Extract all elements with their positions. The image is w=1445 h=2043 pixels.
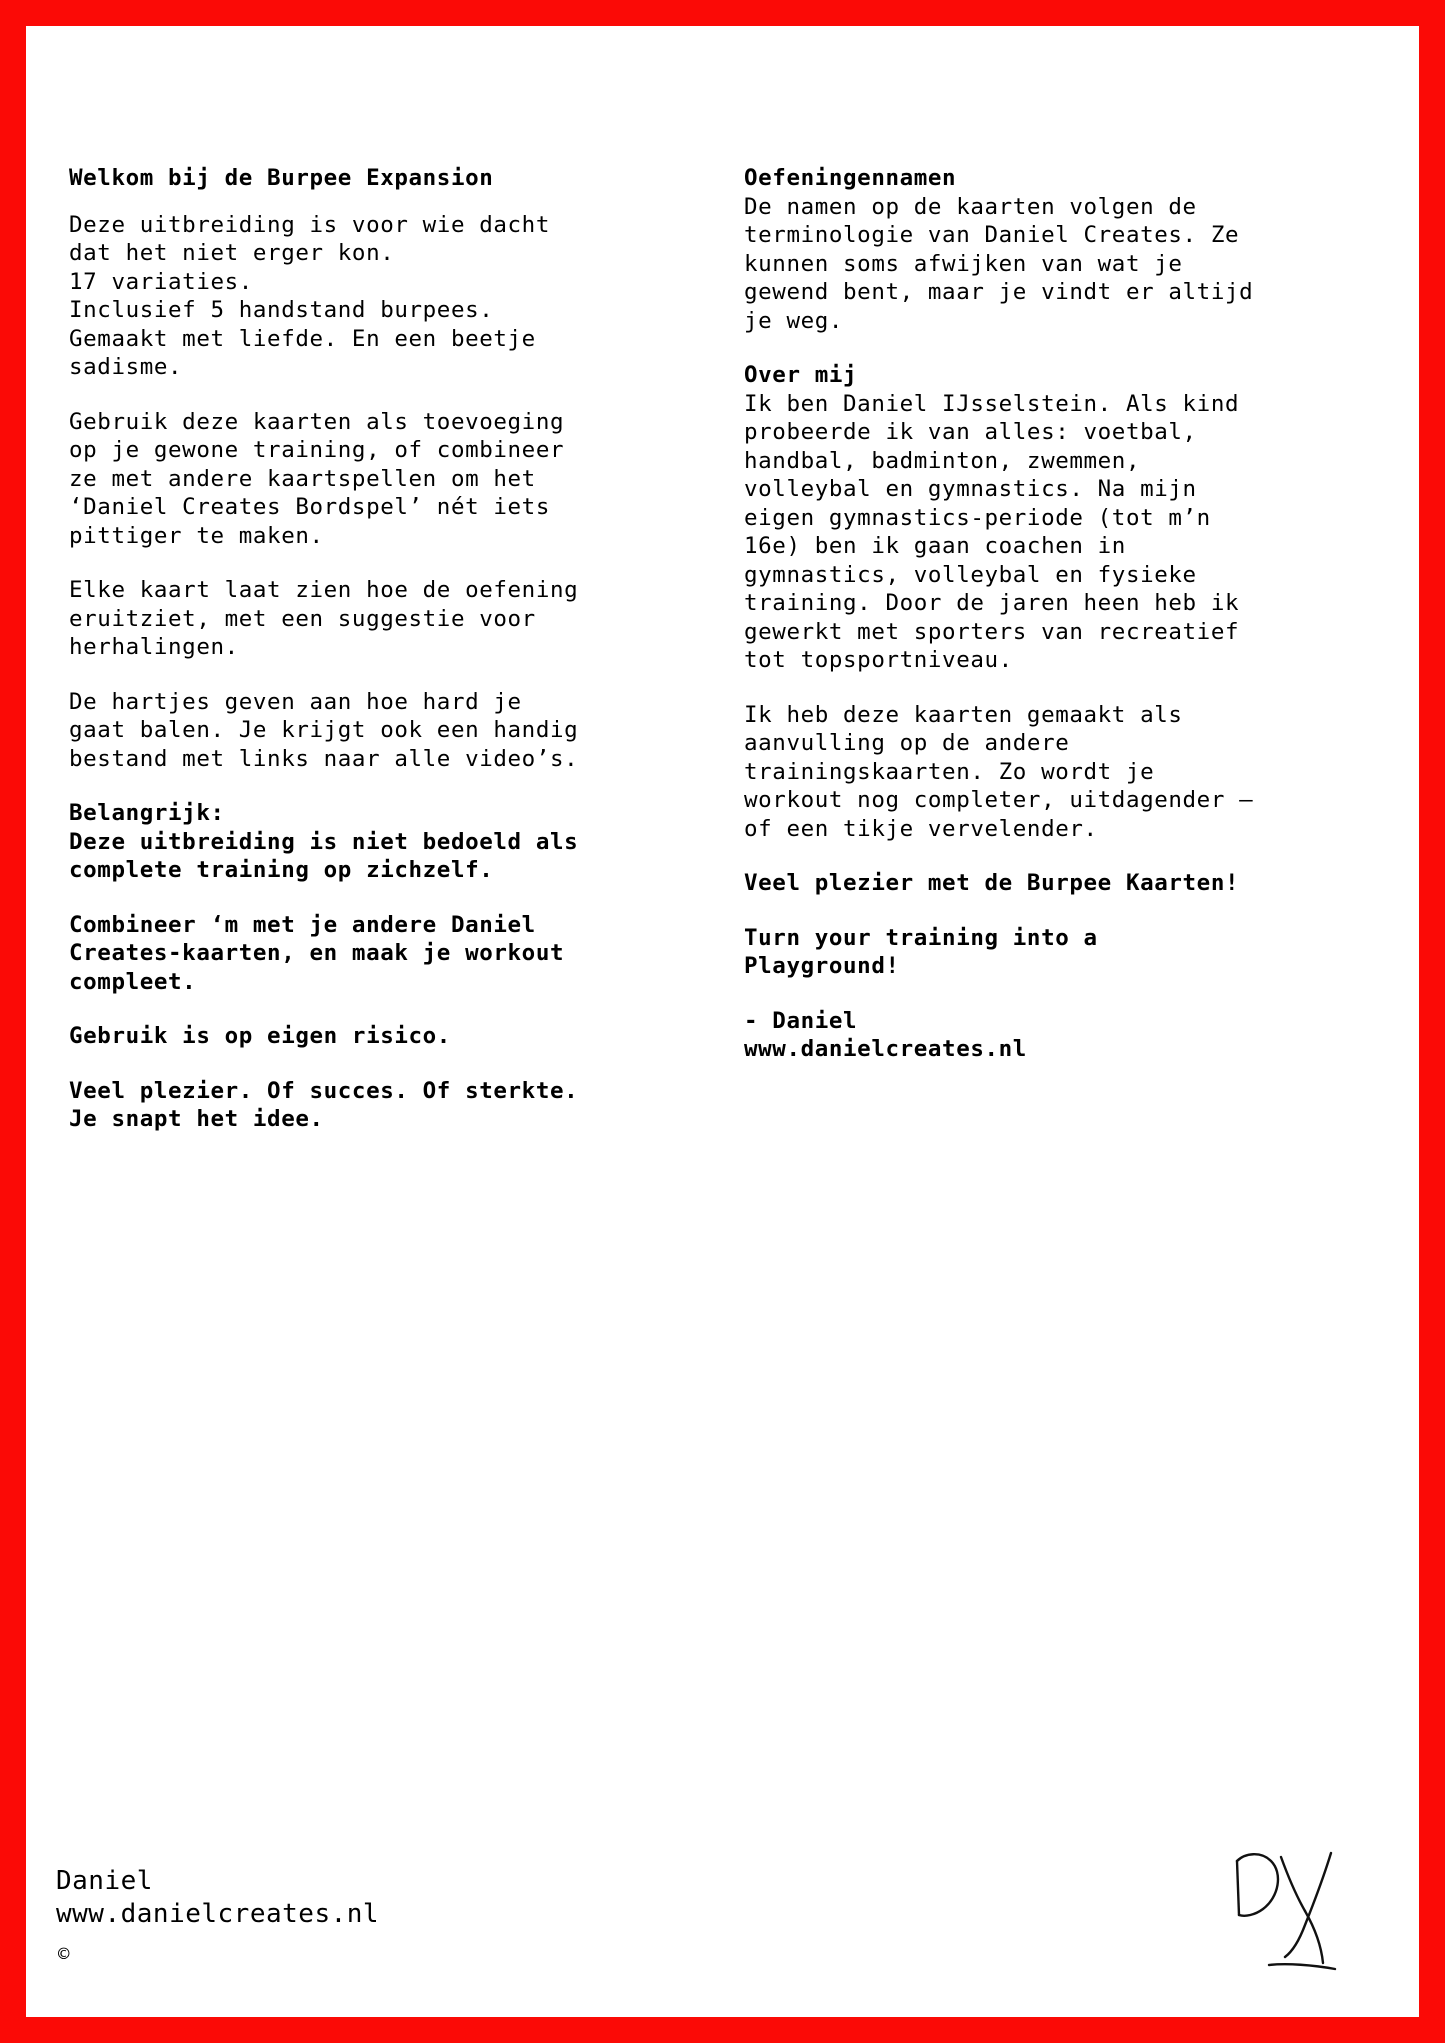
about-line: handbal, badminton, zwemmen, <box>744 447 1141 474</box>
card-explanation-line: herhalingen. <box>69 634 239 660</box>
important-heading: Belangrijk: <box>69 800 225 826</box>
welcome-line: sadisme. <box>69 354 183 380</box>
usage-line: Gebruik deze kaarten als toevoeging <box>69 408 565 435</box>
exercise-names-block <box>744 164 1384 335</box>
important-line: Deze uitbreiding is niet bedoeld als <box>69 828 579 855</box>
about-line: tot topsportniveau. <box>744 647 1013 673</box>
usage-line: op je gewone training, of combineer <box>69 437 565 463</box>
copyright-symbol: © <box>58 1943 70 1965</box>
about-line: 16e) ben ik gaan coachen in <box>744 533 1126 559</box>
playground-line: Turn your training into a <box>744 924 1098 951</box>
exercise-names-line: gewend bent, maar je vindt er altijd <box>744 279 1254 305</box>
card-explanation-block <box>69 576 709 662</box>
closing-line: Veel plezier. Of succes. Of sterkte. <box>69 1077 579 1104</box>
exercise-names-line: kunnen soms afwijken van wat je <box>744 250 1183 277</box>
usage-line: pittiger te maken. <box>69 522 324 549</box>
hearts-explanation-line: gaat balen. Je krijgt ook een handig <box>69 717 579 743</box>
welcome-line: 17 variaties. <box>69 268 253 295</box>
card-explanation-line: eruitziet, met een suggestie voor <box>69 605 536 632</box>
exercise-names-line: terminologie van Daniel Creates. Ze <box>744 222 1240 248</box>
welcome-line: dat het niet erger kon. <box>69 240 395 266</box>
purpose-line: workout nog completer, uitdagender — <box>744 787 1254 813</box>
document-columns <box>26 26 1419 2017</box>
usage-block <box>69 408 709 551</box>
hearts-explanation-line: bestand met links naar alle video’s. <box>69 745 579 772</box>
enjoy-line: Veel plezier met de Burpee Kaarten! <box>744 870 1240 896</box>
welcome-block <box>69 164 709 382</box>
signature-icon <box>1209 1839 1369 1979</box>
combine-block <box>69 911 709 997</box>
signoff-website: www.danielcreates.nl <box>744 1036 1027 1062</box>
welcome-line: Gemaakt met liefde. En een beetje <box>69 325 536 352</box>
left-column <box>69 164 709 1134</box>
welcome-line: Inclusief 5 handstand burpees. <box>69 297 494 323</box>
purpose-block <box>744 701 1384 844</box>
combine-line: Combineer ‘m met je andere Daniel <box>69 911 536 938</box>
about-line: gewerkt met sporters van recreatief <box>744 618 1240 645</box>
combine-line: Creates-kaarten, en maak je workout <box>69 940 565 966</box>
about-heading: Over mij <box>744 362 858 388</box>
risk-line: Gebruik is op eigen risico. <box>69 1023 451 1049</box>
footer-name: Daniel <box>56 1866 153 1896</box>
right-column <box>744 164 1384 1064</box>
card-explanation-line: Elke kaart laat zien hoe de oefening <box>69 577 579 603</box>
about-block <box>744 361 1384 675</box>
welcome-title: Welkom bij de Burpee Expansion <box>69 165 494 191</box>
important-line: complete training op zichzelf. <box>69 857 494 883</box>
page-footer <box>56 1865 379 1931</box>
about-line: volleybal en gymnastics. Na mijn <box>744 476 1197 502</box>
about-line: training. Door de jaren heen heb ik <box>744 590 1240 616</box>
purpose-line: of een tikje vervelender. <box>744 815 1098 842</box>
about-line: probeerde ik van alles: voetbal, <box>744 419 1197 445</box>
playground-block <box>744 924 1384 981</box>
enjoy-block <box>744 869 1384 898</box>
usage-line: ‘Daniel Creates Bordspel’ nét iets <box>69 494 550 520</box>
about-line: eigen gymnastics-periode (tot m’n <box>744 504 1211 531</box>
purpose-line: trainingskaarten. Zo wordt je <box>744 758 1155 785</box>
purpose-line: aanvulling op de andere <box>744 730 1070 756</box>
exercise-names-line: De namen op de kaarten volgen de <box>744 193 1197 220</box>
welcome-line: Deze uitbreiding is voor wie dacht <box>69 211 550 238</box>
about-line: gymnastics, volleybal en fysieke <box>744 561 1197 588</box>
about-line: Ik ben Daniel IJsselstein. Als kind <box>744 390 1240 417</box>
hearts-explanation-block <box>69 688 709 774</box>
purpose-line: Ik heb deze kaarten gemaakt als <box>744 701 1183 728</box>
document-page <box>26 26 1419 2017</box>
important-block <box>69 799 709 885</box>
risk-block <box>69 1022 709 1051</box>
exercise-names-heading: Oefeningennamen <box>744 165 957 191</box>
hearts-explanation-line: De hartjes geven aan hoe hard je <box>69 688 522 715</box>
signoff-name: - Daniel <box>744 1007 858 1034</box>
closing-block <box>69 1077 709 1134</box>
footer-website: www.danielcreates.nl <box>56 1899 380 1929</box>
closing-line: Je snapt het idee. <box>69 1106 324 1132</box>
exercise-names-line: je weg. <box>744 307 844 334</box>
usage-line: ze met andere kaartspellen om het <box>69 465 536 492</box>
playground-line: Playground! <box>744 953 900 979</box>
signoff-block <box>744 1007 1384 1064</box>
combine-line: compleet. <box>69 968 197 995</box>
